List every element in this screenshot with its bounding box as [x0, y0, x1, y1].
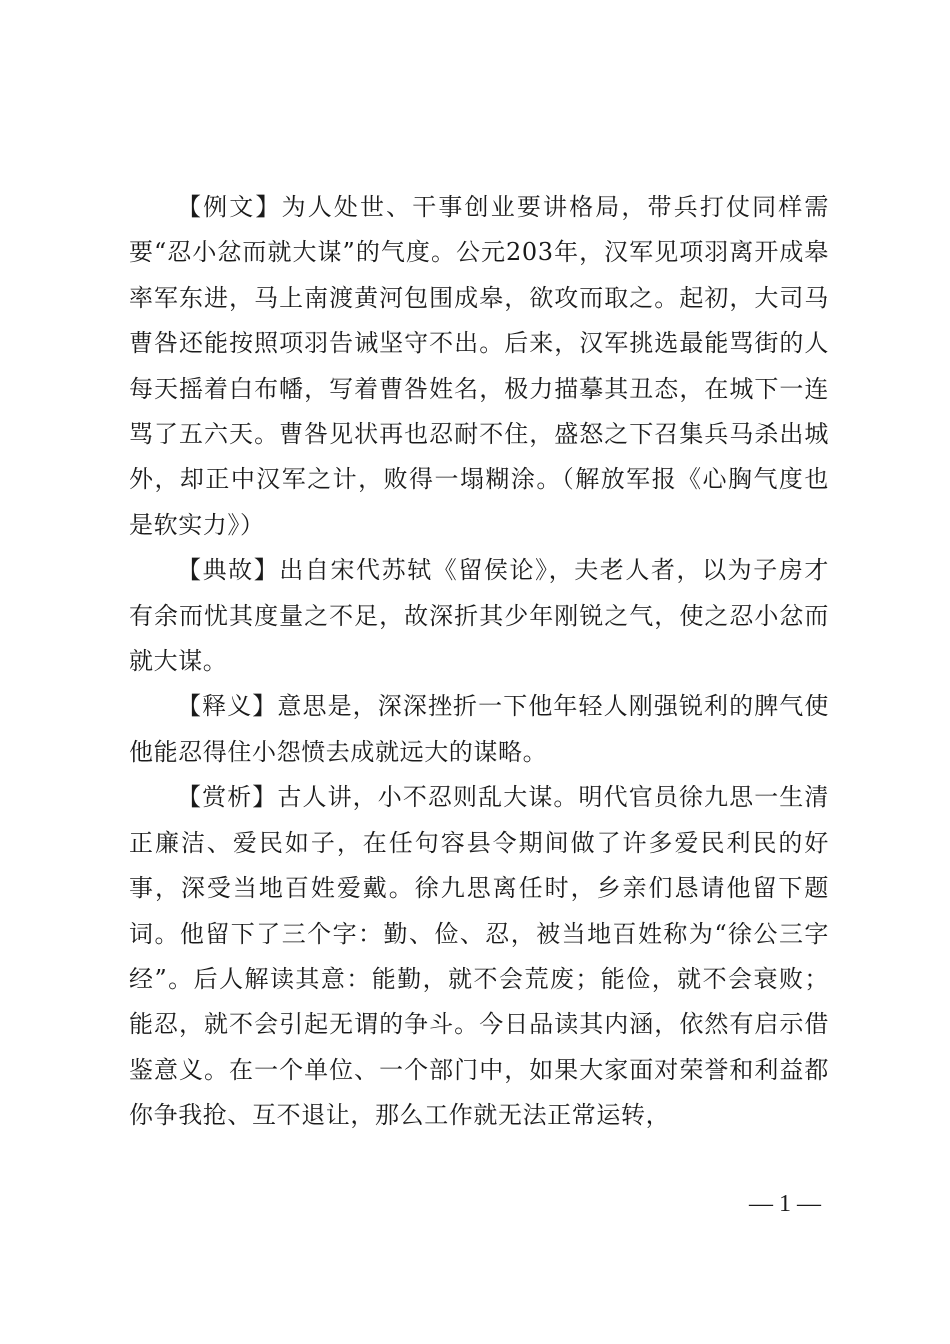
document-body: [129, 185, 829, 1139]
paragraph-appreciation: 【赏析】古人讲，小不忍则乱大谋。明代官员徐九思一生清正廉洁、爱民如子，在任句容县令期间做了许多爱民利民的好事，深受当地百姓爱戴。徐九思离任时，乡亲们恳请他留下题词。他留下了三个字：勤、俭、忍，被当地百姓称为“徐公三字经”。后人解读其意：能勤，就不会荒废；能俭，就不会衰败；能忍，就不会引起无谓的争斗。今日品读其内涵，依然有启示借鉴意义。在一个单位、一个部门中，如果大家面对荣誉和利益都你争我抢、互不退让，那么工作就无法正常运转，: [129, 783, 829, 1130]
page-number: — 1 —: [749, 1191, 821, 1217]
paragraph-allusion: 【典故】出自宋代苏轼《留侯论》，夫老人者，以为子房才有余而忧其度量之不足，故深折其少年刚锐之气，使之忍小忿而就大谋。: [129, 556, 829, 676]
paragraph-example: 【例文】为人处世、干事创业要讲格局，带兵打仗同样需要“忍小忿而就大谋”的气度。公元203年，汉军见项羽离开成皋率军东进，马上南渡黄河包围成皋，欲攻而取之。起初，大司马曹咎还能按照项羽告诫坚守不出。后来，汉军挑选最能骂街的人每天摇着白布幡，写着曹咎姓名，极力描摹其丑态，在城下一连骂了五六天。曹咎见状再也忍耐不住，盛怒之下召集兵马杀出城外，却正中汉军之计，败得一塌糊涂。（解放军报《心胸气度也是软实力》）: [129, 193, 829, 539]
paragraph-interpretation: 【释义】意思是，深深挫折一下他年轻人刚强锐利的脾气使他能忍得住小怨愤去成就远大的谋略。: [129, 692, 829, 766]
